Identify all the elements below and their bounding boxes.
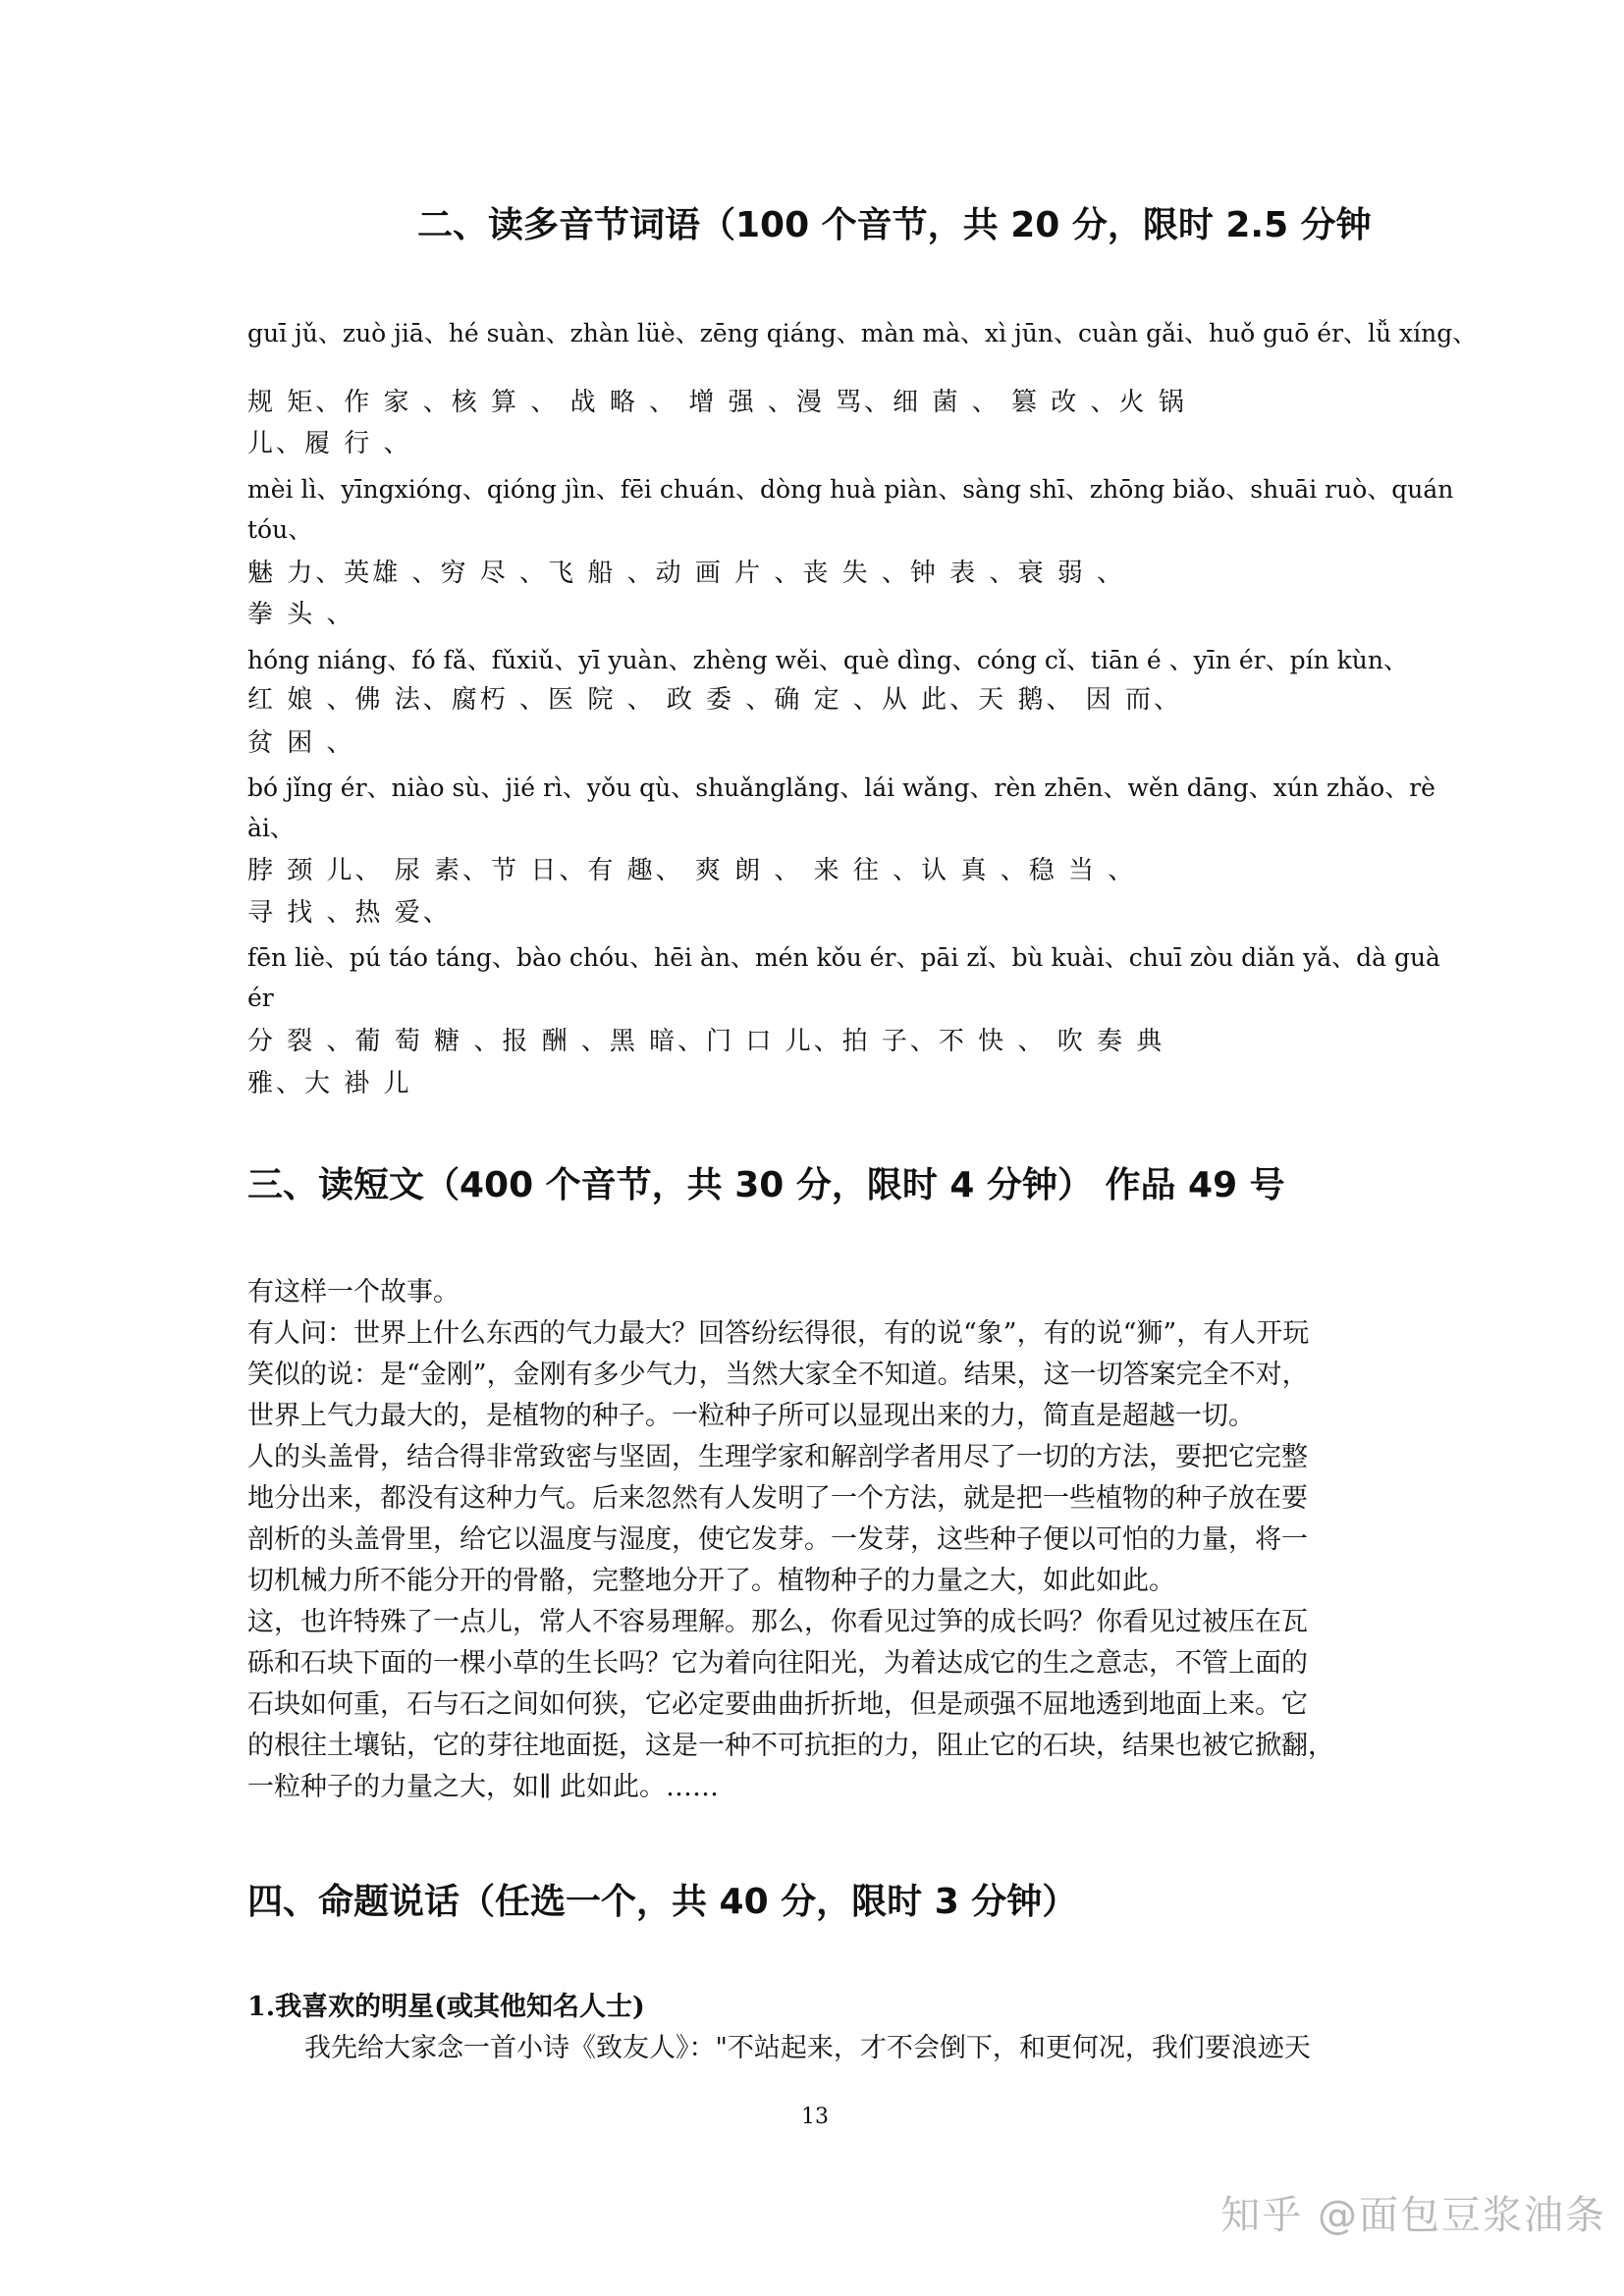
hanzi-line: 贫 困 、 (247, 728, 355, 758)
passage-line: 剖析的头盖骨里，给它以温度与湿度，使它发芽。一发芽，这些种子便以可怕的力量，将一 (247, 1524, 1308, 1555)
hanzi-line: 雅、大 褂 儿 (247, 1069, 412, 1098)
topic-text: 我先给大家念一首小诗《致友人》："不站起来，才不会倒下，和更何况，我们要浪迹天 (304, 2033, 1311, 2063)
passage-line: 人的头盖骨，结合得非常致密与坚固，生理学家和解剖学者用尽了一切的方法，要把它完整 (247, 1442, 1308, 1472)
hanzi-line: 分 裂 、葡 萄 糖 、报 酬 、黑 暗、门 口 儿、拍 子、不 快 、 吹 奏 典 (247, 1027, 1165, 1056)
hanzi-line: 拳 头 、 (247, 600, 355, 629)
pinyin-line: ài、 (247, 814, 295, 842)
pinyin-line: hóng niáng、fó fǎ、fǔxiǔ、yī yuàn、zhèng wěi、què dìng、cóng cǐ、tiān é 、yīn ér、pín kùn、 (247, 646, 1408, 674)
pinyin-line: guī jǔ、zuò jiā、hé suàn、zhàn lüè、zēng qiáng、màn mà、xì jūn、cuàn gǎi、huǒ guō ér、lǚ xíng、 (247, 319, 1478, 347)
hanzi-line: 儿、履 行 、 (247, 429, 412, 458)
hanzi-line: 脖 颈 儿、 尿 素、节 日、有 趣、 爽 朗 、 来 往 、认 真 、稳 当 、 (247, 856, 1137, 885)
watermark: 知乎 @面包豆浆油条 (1220, 2193, 1606, 2238)
section-3-heading: 三、读短文（400 个音节，共 30 分，限时 4 分钟） 作品 49 号 (247, 1165, 1285, 1205)
passage-line: 有这样一个故事。 (247, 1277, 460, 1308)
section-4-heading: 四、命题说话（任选一个，共 40 分，限时 3 分钟） (247, 1882, 1078, 1922)
pinyin-line: fēn liè、pú táo táng、bào chóu、hēi àn、mén kǒu ér、pāi zǐ、bù kuài、chuī zòu diǎn yǎ、dà guà (247, 943, 1440, 972)
passage-line: 的根往土壤钻，它的芽往地面挺，这是一种不可抗拒的力，阻止它的石块，结果也被它掀翻， (247, 1731, 1334, 1761)
hanzi-line: 寻 找 、热 爱、 (247, 898, 452, 928)
passage-line: 切机械力所不能分开的骨骼，完整地分开了。植物种子的力量之大，如此如此。 (247, 1566, 1175, 1596)
passage-line: 有人问：世界上什么东西的气力最大？回答纷纭得很，有的说“象”，有的说“狮”，有人开玩 (247, 1318, 1310, 1349)
topic-title: 1.我喜欢的明星(或其他知名人士) (247, 1992, 645, 2022)
section-2-heading: 二、读多音节词语（100 个音节，共 20 分，限时 2.5 分钟 (417, 205, 1372, 245)
passage-line: 地分出来，都没有这种力气。后来忽然有人发明了一个方法，就是把一些植物的种子放在要 (247, 1483, 1308, 1514)
pinyin-line: bó jǐng ér、niào sù、jié rì、yǒu qù、shuǎnglǎng、lái wǎng、rèn zhēn、wěn dāng、xún zhǎo、rè (247, 774, 1435, 802)
hanzi-line: 魅 力、英雄 、穷 尽 、飞 船 、动 画 片 、丧 失 、钟 表 、衰 弱 、 (247, 559, 1125, 588)
passage-line: 这，也许特殊了一点儿，常人不容易理解。那么，你看见过笋的成长吗？你看见过被压在瓦 (247, 1607, 1308, 1637)
pinyin-line: mèi lì、yīngxióng、qióng jìn、fēi chuán、dòng huà piàn、sàng shī、zhōng biǎo、shuāi ruò、quán (247, 475, 1454, 504)
passage-line: 笑似的说：是“金刚”，金刚有多少气力，当然大家全不知道。结果，这一切答案完全不对， (247, 1360, 1309, 1390)
page-number: 13 (801, 2105, 829, 2129)
passage-line: 世界上气力最大的，是植物的种子。一粒种子所可以显现出来的力，简直是超越一切。 (247, 1401, 1255, 1431)
hanzi-line: 红 娘 、佛 法、腐朽 、医 院 、 政 委 、确 定 、从 此、天 鹅、 因 而、 (247, 685, 1182, 715)
passage-line: 一粒种子的力量之大，如∥ 此如此。…… (247, 1772, 720, 1802)
passage-line: 石块如何重，石与石之间如何狭，它必定要曲曲折折地，但是顽强不屈地透到地面上来。它 (247, 1689, 1308, 1720)
pinyin-line: tóu、 (247, 515, 313, 544)
pinyin-line: ér (247, 984, 274, 1012)
hanzi-line: 规 矩、作 家 、核 算 、 战 略 、 增 强 、漫 骂、细 菌 、 篡 改 、火 锅 (247, 388, 1187, 417)
passage-line: 砾和石块下面的一棵小草的生长吗？它为着向往阳光，为着达成它的生之意志，不管上面的 (247, 1648, 1308, 1679)
